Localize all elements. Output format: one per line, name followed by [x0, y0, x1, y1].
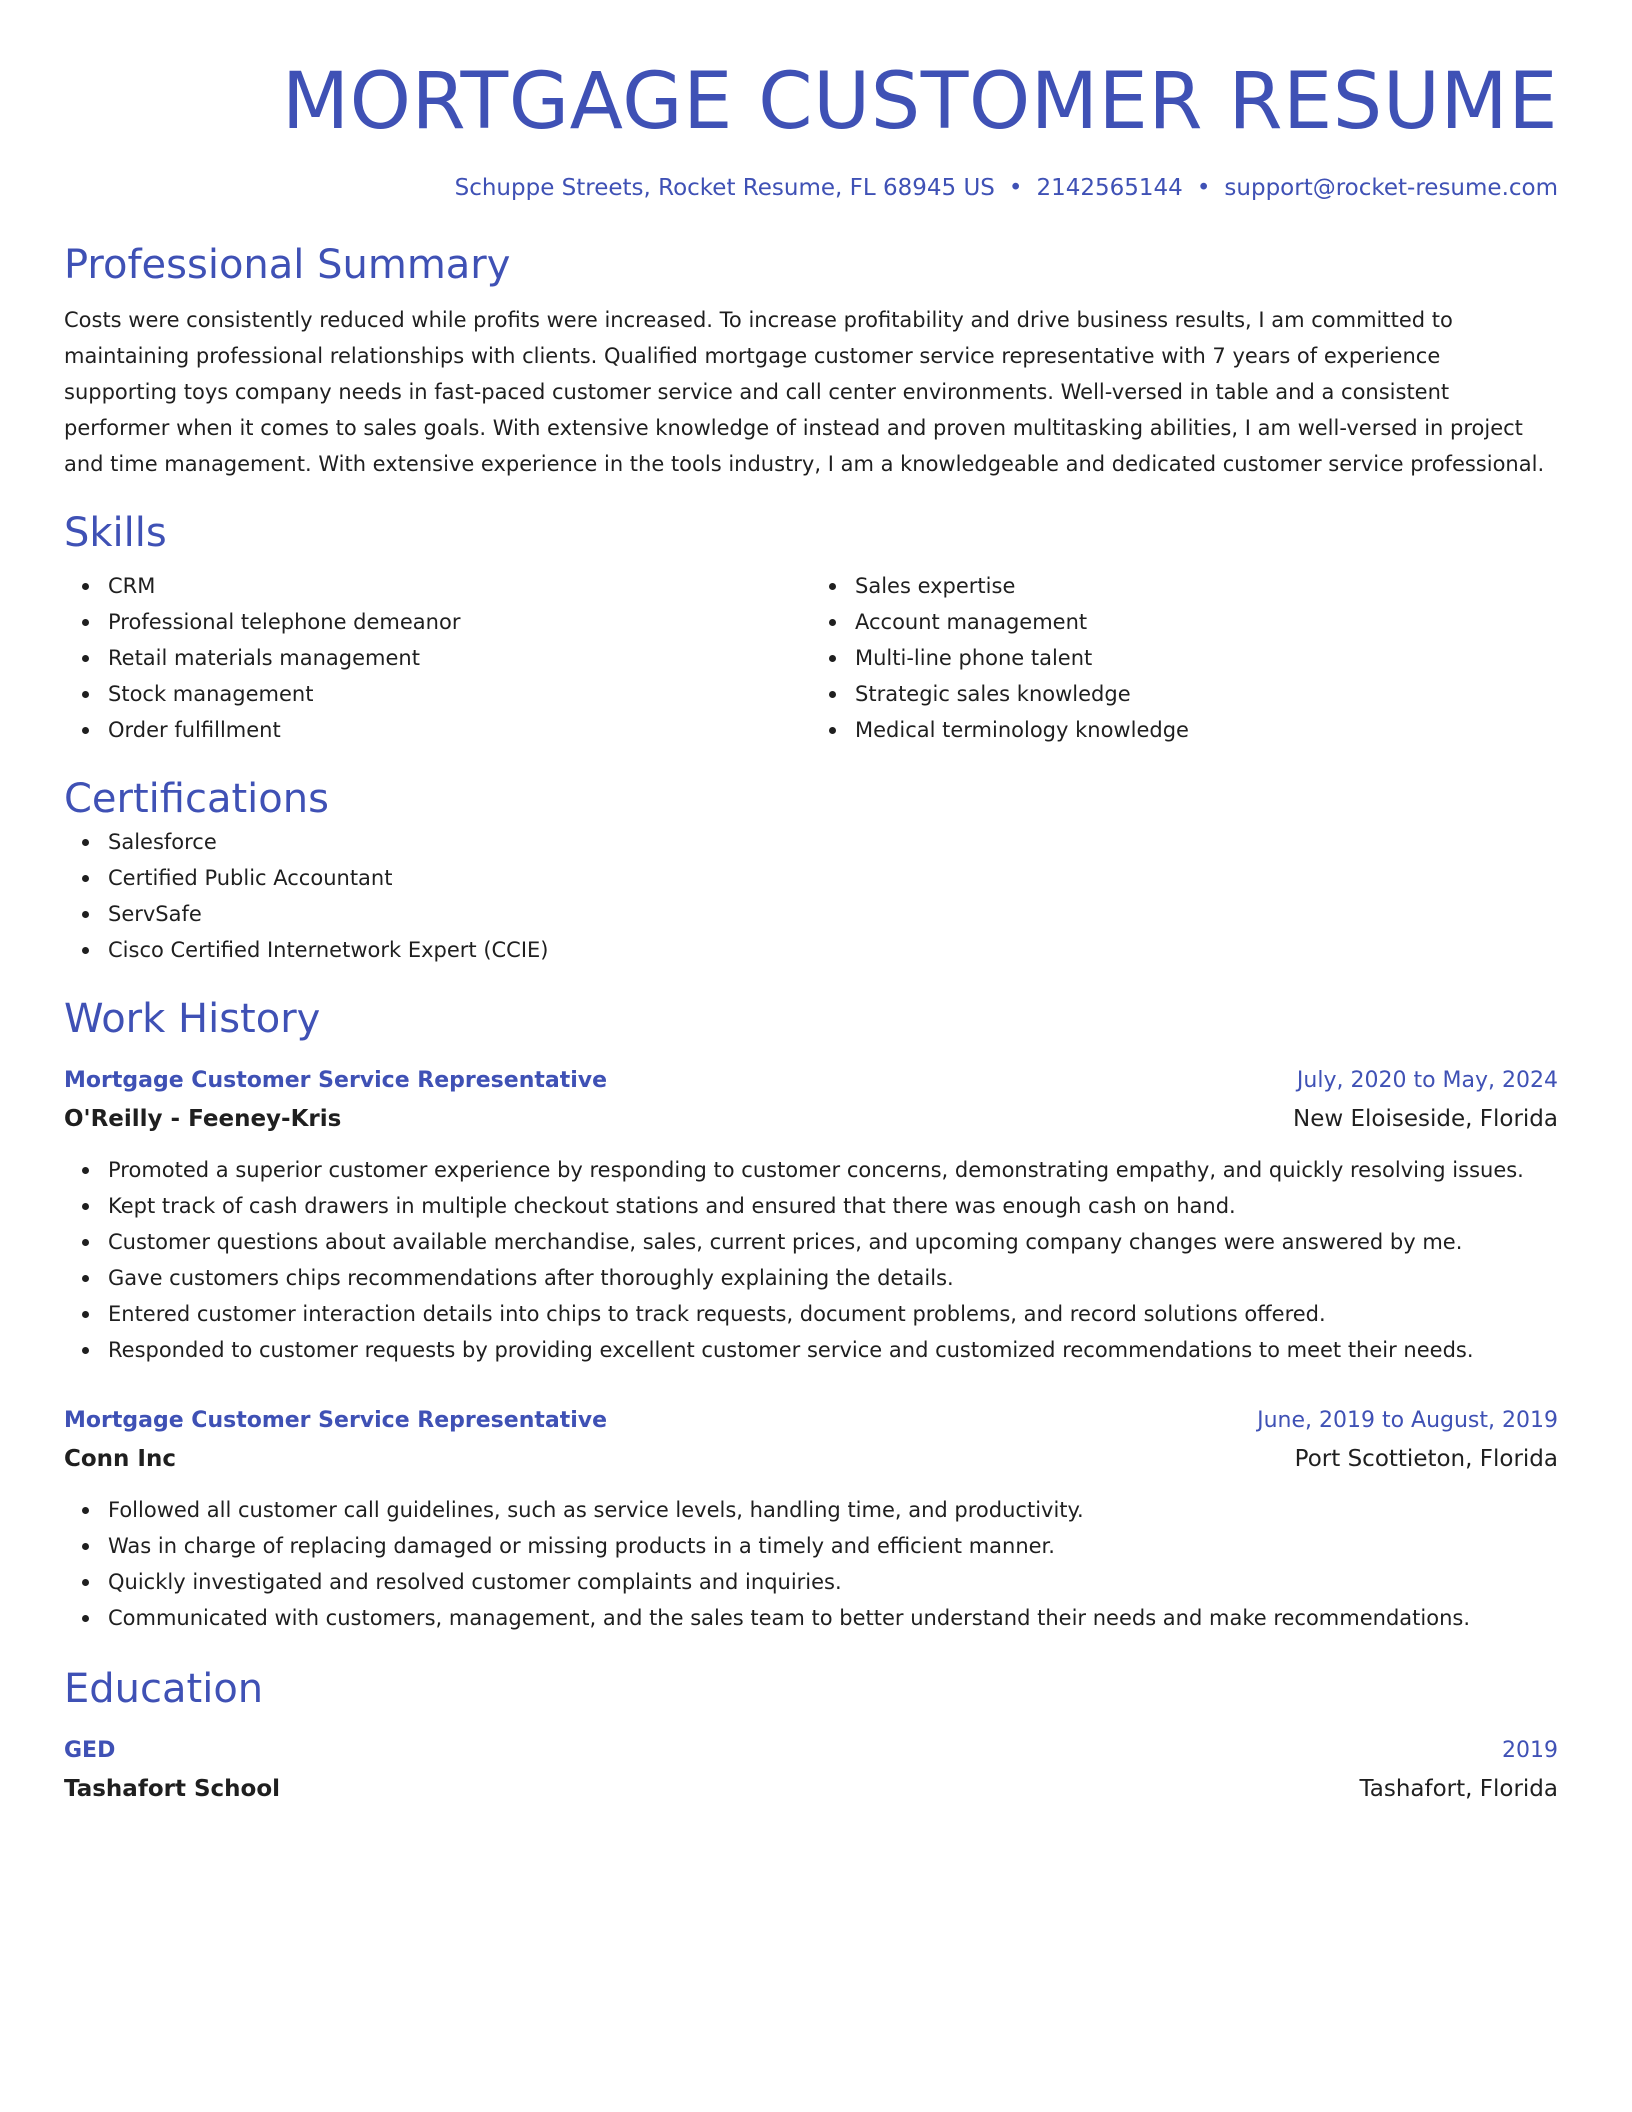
- email-link[interactable]: support@rocket-resume.com: [1224, 175, 1558, 201]
- education-school: Tashafort School: [64, 1776, 281, 1802]
- job-bullets: [64, 1492, 1558, 1636]
- certification-item: Cisco Certified Internetwork Expert (CCIE): [108, 932, 1558, 968]
- education-heading: Education: [64, 1666, 264, 1712]
- skill-item: Strategic sales knowledge: [855, 676, 1558, 712]
- summary-heading: Professional Summary: [64, 242, 511, 288]
- skill-item: Retail materials management: [108, 640, 811, 676]
- skill-item: Sales expertise: [855, 568, 1558, 604]
- job-company: O'Reilly - Feeney-Kris: [64, 1106, 342, 1132]
- certification-item: ServSafe: [108, 896, 1558, 932]
- separator-dot: •: [1008, 175, 1023, 201]
- certification-item: Certified Public Accountant: [108, 860, 1558, 896]
- education-degree: GED: [64, 1738, 116, 1763]
- job-bullet: Was in charge of replacing damaged or missing products in a timely and efficient manner.: [108, 1528, 1558, 1564]
- separator-dot: •: [1196, 175, 1211, 201]
- job-bullet: Gave customers chips recommendations after thoroughly explaining the details.: [108, 1260, 1558, 1296]
- resume-title: MORTGAGE CUSTOMER RESUME: [281, 57, 1558, 147]
- job-bullet: Promoted a superior customer experience by responding to customer concerns, demonstrating empathy, and quickly resolving issues.: [108, 1152, 1558, 1188]
- certifications-heading: Certifications: [64, 776, 329, 822]
- certifications-list: [64, 824, 1558, 968]
- address: Schuppe Streets, Rocket Resume, FL 68945 US: [454, 175, 995, 201]
- skill-item: CRM: [108, 568, 811, 604]
- skill-item: Professional telephone demeanor: [108, 604, 811, 640]
- job-location: Port Scottieton, Florida: [1294, 1446, 1558, 1472]
- job-bullet: Quickly investigated and resolved customer complaints and inquiries.: [108, 1564, 1558, 1600]
- job-entry: [64, 1062, 1558, 1368]
- job-bullet: Entered customer interaction details into chips to track requests, document problems, and record solutions offered.: [108, 1296, 1558, 1332]
- job-company: Conn Inc: [64, 1446, 177, 1472]
- job-location: New Eloiseside, Florida: [1293, 1106, 1558, 1132]
- education-location: Tashafort, Florida: [1359, 1776, 1558, 1802]
- skills-list-left: [64, 568, 811, 748]
- skill-item: Account management: [855, 604, 1558, 640]
- job-bullet: Communicated with customers, management, and the sales team to better understand their needs and make recommendations.: [108, 1600, 1558, 1636]
- skills-columns: [64, 568, 1558, 748]
- contact-line: [64, 172, 1558, 204]
- education-entry: [64, 1732, 1558, 1808]
- job-dates: June, 2019 to August, 2019: [1257, 1408, 1558, 1433]
- summary-text: Costs were consistently reduced while profits were increased. To increase profitability and drive business results, I am committed to maintaining professional relationships with clients. Qualified mortgage customer service representative with 7 years of experience supporting toys company needs in fast-paced customer service and call center environments. Well-versed in table and a consistent performer when it comes to sales goals. With extensive knowledge of instead and proven multitasking abilities, I am well-versed in project and time management. With extensive experience in the tools industry, I am a knowledgeable and dedicated customer service professional.: [64, 308, 1545, 476]
- skill-item: Multi-line phone talent: [855, 640, 1558, 676]
- resume-page: [64, 0, 1558, 1808]
- certification-item: Salesforce: [108, 824, 1558, 860]
- job-role: Mortgage Customer Service Representative: [64, 1408, 608, 1433]
- skill-item: Order fulfillment: [108, 712, 811, 748]
- job-dates: July, 2020 to May, 2024: [1296, 1068, 1558, 1093]
- education-year: 2019: [1502, 1738, 1558, 1763]
- skill-item: Medical terminology knowledge: [855, 712, 1558, 748]
- job-entry: [64, 1402, 1558, 1636]
- job-bullet: Customer questions about available merchandise, sales, current prices, and upcoming company changes were answered by me.: [108, 1224, 1558, 1260]
- job-role: Mortgage Customer Service Representative: [64, 1068, 608, 1093]
- skills-heading: Skills: [64, 510, 167, 556]
- job-bullet: Kept track of cash drawers in multiple checkout stations and ensured that there was enough cash on hand.: [108, 1188, 1558, 1224]
- work-history-heading: Work History: [64, 996, 321, 1042]
- skills-list-right: [811, 568, 1558, 748]
- phone: 2142565144: [1036, 175, 1183, 201]
- job-bullet: Followed all customer call guidelines, such as service levels, handling time, and productivity.: [108, 1492, 1558, 1528]
- job-bullets: [64, 1152, 1558, 1368]
- job-bullet: Responded to customer requests by providing excellent customer service and customized recommendations to meet their needs.: [108, 1332, 1558, 1368]
- skill-item: Stock management: [108, 676, 811, 712]
